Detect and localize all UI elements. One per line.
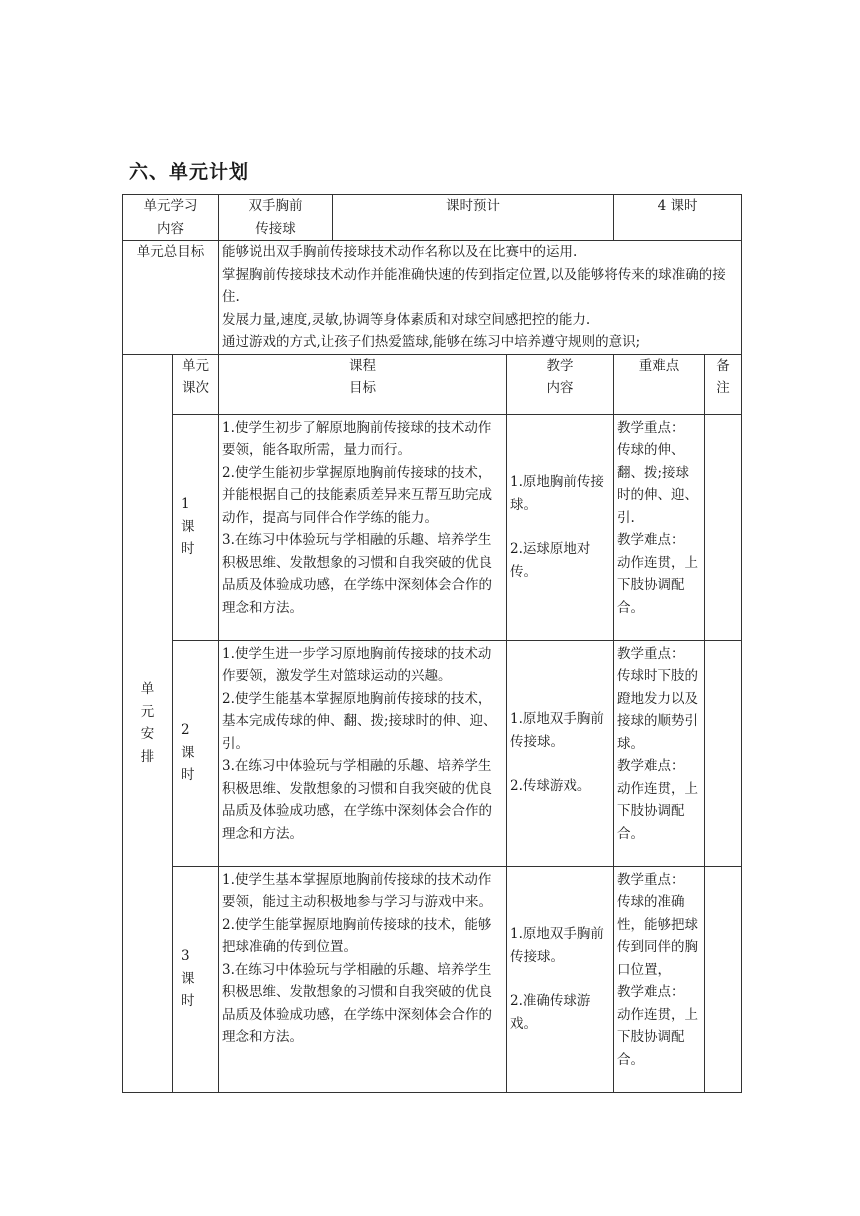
lesson-number: 2 课 时: [173, 640, 219, 866]
overall-goal-line: 掌握胸前传接球技术动作并能准确快速的传到指定位置,以及能够将传来的球准确的接住.: [222, 266, 726, 305]
lesson-goal: 1.使学生初步了解原地胸前传接球的技术动作要领，能各取所需，量力而行。: [222, 419, 492, 458]
col-content: 教学 内容: [507, 354, 614, 414]
lesson-notes: [705, 640, 742, 866]
overall-goal-label: 单元总目标: [123, 241, 219, 355]
unit-plan-table: [122, 194, 742, 1093]
key-point: 动作连贯，上下肢协调配合。: [617, 1006, 698, 1068]
key-point: 教学难点：: [617, 758, 685, 774]
col-key-points: 重难点: [614, 354, 705, 414]
key-point: 教学重点：: [617, 645, 685, 662]
hours-label: 课时预计: [333, 195, 614, 241]
lesson-key-points: [614, 414, 705, 640]
key-point: 动作连贯，上下肢协调配合。: [617, 554, 698, 616]
key-point: 教学难点：: [617, 984, 685, 1000]
lesson-notes: [705, 866, 742, 1092]
lesson-content-item: 2.运球原地对传。: [510, 541, 591, 580]
overall-goal-line: 能够说出双手胸前传接球技术动作名称以及在比赛中的运用.: [222, 244, 578, 260]
lesson-goal: 3.在练习中体验玩与学相融的乐趣、培养学生积极思维、发散想象的习惯和自我突破的优良品质及体验成功感，在学练中深刻体会合作的理念和方法。: [222, 961, 492, 1045]
col-lesson: 单元 课次: [173, 354, 219, 414]
key-point: 教学重点：: [617, 419, 685, 436]
lesson-goals: [219, 640, 507, 866]
key-point: 传球时下肢的蹬地发力以及接球的顺势引球。: [617, 668, 698, 752]
lesson-goal: 1.使学生进一步学习原地胸前传接球的技术动作要领，激发学生对篮球运动的兴趣。: [222, 645, 492, 684]
lesson-goal: 1.使学生基本掌握原地胸前传接球的技术动作要领，能过主动积极地参与学习与游戏中来。: [222, 871, 492, 910]
lesson-row: [123, 414, 742, 640]
lesson-content: [507, 640, 614, 866]
lesson-goal: 3.在练习中体验玩与学相融的乐趣、培养学生积极思维、发散想象的习惯和自我突破的优良品质及体验成功感，在学练中深刻体会合作的理念和方法。: [222, 758, 492, 842]
key-point: 教学重点：: [617, 871, 685, 888]
lesson-content-item: 1.原地双手胸前传接球。: [510, 711, 604, 750]
lesson-goals: [219, 414, 507, 640]
lesson-number: 1 课 时: [173, 414, 219, 640]
overall-goal-line: 发展力量,速度,灵敏,协调等身体素质和对球空间感把控的能力.: [222, 311, 591, 328]
arrangement-label: 单 元 安 排: [123, 354, 173, 1092]
lesson-key-points: [614, 866, 705, 1092]
overall-goal-text: [219, 241, 742, 355]
content-label: 单元学习 内容: [123, 195, 219, 241]
overall-goal-line: 通过游戏的方式,让孩子们热爱篮球,能够在练习中培养遵守规则的意识;: [222, 334, 641, 350]
lesson-content-item: 2.传球游戏。: [510, 778, 591, 795]
lesson-notes: [705, 414, 742, 640]
section-title: 六、单元计划: [129, 161, 250, 183]
col-goals: 课程 目标: [219, 354, 507, 414]
header-row: [123, 195, 742, 241]
lesson-goal: 2.使学生能基本掌握原地胸前传接球的技术，基本完成传球的伸、翻、拨;接球时的伸、迎、引。: [222, 690, 497, 752]
col-notes: 备 注: [705, 354, 742, 414]
lesson-content-item: 1.原地胸前传接球。: [510, 474, 604, 513]
hours-value: 4 课时: [614, 195, 742, 241]
lesson-key-points: [614, 640, 705, 866]
lesson-content-item: 2.准确传球游戏。: [510, 993, 591, 1032]
lesson-content: [507, 414, 614, 640]
key-point: 传球的伸、翻、拨;接球时的伸、迎、引.: [617, 442, 698, 526]
lesson-content: [507, 866, 614, 1092]
key-point: 动作连贯，上下肢协调配合。: [617, 780, 698, 842]
lesson-goal: 2.使学生能掌握原地胸前传接球的技术，能够把球准确的传到位置。: [222, 916, 492, 955]
lesson-row: [123, 640, 742, 866]
lesson-goal: 2.使学生能初步掌握原地胸前传接球的技术，并能根据自己的技能素质差异来互帮互助完成动作，提高与同伴合作学练的能力。: [222, 464, 492, 526]
lesson-goals: [219, 866, 507, 1092]
lesson-goal: 3.在练习中体验玩与学相融的乐趣、培养学生积极思维、发散想象的习惯和自我突破的优良品质及体验成功感，在学练中深刻体会合作的理念和方法。: [222, 532, 492, 616]
lesson-row: [123, 866, 742, 1092]
key-point: 传球的准确性，能够把球传到同伴的胸口位置，: [617, 894, 698, 978]
lesson-number: 3 课 时: [173, 866, 219, 1092]
overall-goal-row: [123, 241, 742, 355]
arrangement-header-row: [123, 354, 742, 414]
key-point: 教学难点：: [617, 532, 685, 548]
lesson-content-item: 1.原地双手胸前传接球。: [510, 926, 604, 965]
content-value: 双手胸前 传接球: [219, 195, 333, 241]
